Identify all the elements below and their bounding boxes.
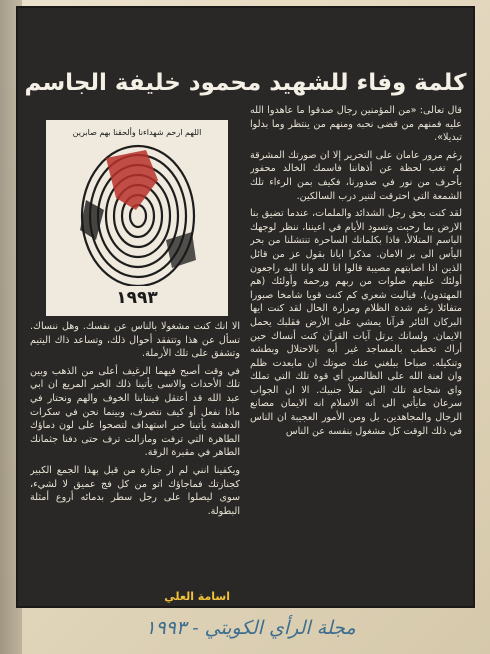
fingerprint-icon: [46, 140, 228, 286]
paragraph: لقد كنت بحق رجل الشدائد والملمات، عندما تضيق بنا الارض بما رحبت وتسود الأيام في اعيننا، ننظر لوجهك الباسم المتلالأ، فاذا بكلماتك الساحرة تنتشلنا من بحر اليأس الى بر الامان. مذكرا ايانا بقول عز من قائل الذين اذا اصابتهم مصيبة قالوا انا لله وانا اليه راجعون أولئك عليهم صلوات من ربهم ورحمة وأولئك (هم المهتدون). فياليت شعري كم كنت قويا شامخا صبورا متفائلا رغم شدة الظلام ومرارة الحال لقد كنت ايها البركان الثائر قرآنا يمشي على الأرض فقلبك يحمل الايمان. ولسانك يرتل آيات القرآن كنت أنساك حين أراك تخطب بالمساجد غير أبه بالاحتلال وبطشه وتنكيله. صباحا ببلغني عنك صوتك ان مابعدت ظلم وان لعنة الله على الظالمين أي قوة تلك التي تملك واي شجاعة تلك التي تملأ جنبيك. الا ان الجواب سرعان مايأتي الى انه الاسلام انه الايمان مصانع الرجال والمجاهدين. بل ومن الأمور العجيبة ان الناس في ذلك الوقت كل مشغول بنفسه عن الناس: [250, 208, 462, 437]
memorial-poster: [46, 120, 228, 316]
paragraph: ويكفينا انني لم ار جنازة من قبل بهذا الجمع الكبير كجنازتك فماجاؤك اتو من كل فج عميق لا لشيء، سوى ليصلوا على رجل سطر بدمائه أروع أمثلة البطولة.: [30, 464, 240, 517]
article-column-right: [250, 104, 462, 598]
paragraph: الا انك كنت مشغولا بالناس عن نفسك. وهل ننساك. تسأل عن هذا وتتفقد أحوال ذلك، وتساعد ذاك اليتيم وتشفق على تلك الأرملة.: [30, 321, 240, 360]
newspaper-clipping: [18, 8, 473, 606]
handwritten-note: مجلة الرأي الكويتي - ١٩٩٣: [145, 617, 356, 639]
poster-year: ١٩٩٣: [116, 288, 158, 308]
author-signature: اسامة العلي: [164, 590, 230, 603]
paragraph: رغم مرور عامان على التحرير إلا ان صورتك المشرقة لم تغب لحظة عن أذهاننا فاسمك الخالد محفور بأحرف من نور في صدورنا، فكيف بمن الرءاء تلك الشمعة التي احترقت لتنير درب السالكين.: [250, 149, 462, 202]
poster-caption: اللهم ارحم شهداءنا وألحقنا بهم صابرين: [72, 128, 202, 137]
paragraph: قال تعالى: «من المؤمنين رجال صدقوا ما عاهدوا الله عليه فمنهم من قضى نحبه ومنهم من ينتظر وما بدلوا تبديلا».: [250, 105, 462, 144]
article-title: كلمة وفاء للشهيد محمود خليفة الجاسم: [24, 70, 467, 96]
paragraph: في وقت أصبح فيهما الرغيف أعلى من الذهب وبين تلك الأحداث والاسى يأتينا ذلك الخبر المريع ان ابي عبد الله قد أعتقل فينتابنا الخوف والهم ونحتار في ماذا نفعل أو كيف نتصرف، وبينما نحن في سكرات الدهشة يأتينا خبر استهداف لتصحوا على لون دماؤك الطاهرة التي ترفت ومازالت ترف حتى دفنا جثمانك الطاهر في مقبرة الرقة.: [30, 365, 240, 459]
article-column-left: [30, 320, 240, 592]
